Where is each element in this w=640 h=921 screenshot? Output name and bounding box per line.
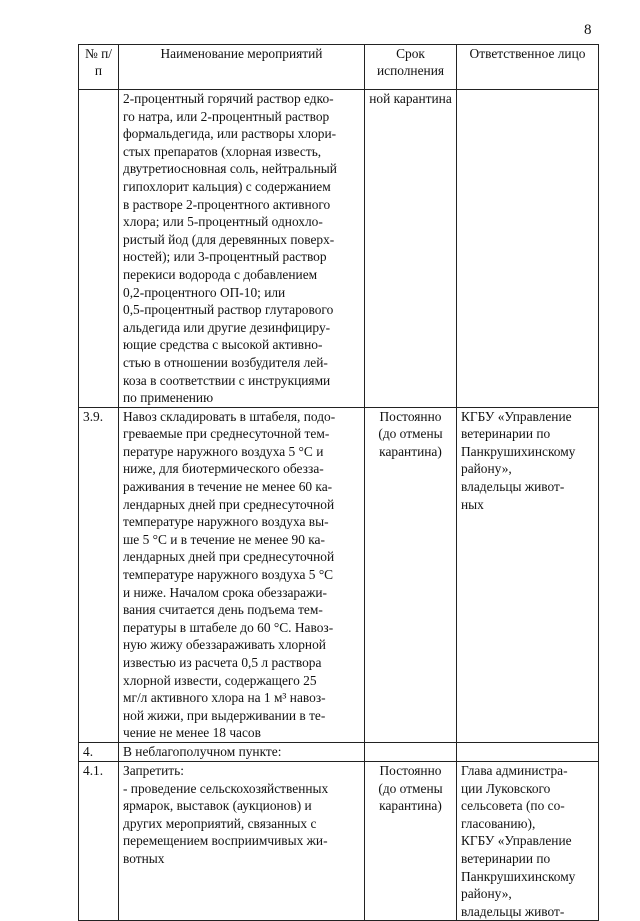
text-line: гласованию), <box>461 815 536 831</box>
text-line: альдегида или другие дезинфициру- <box>123 319 331 335</box>
text-line: владельцы живот- <box>461 903 565 919</box>
text-line: карантина) <box>379 798 442 814</box>
text-line: хлорной извести, содержащего 25 <box>123 672 317 688</box>
measure-term <box>365 407 457 742</box>
text-line: сельсовета (по со- <box>461 798 565 814</box>
text-line: - проведение сельскохозяйственных <box>123 780 329 796</box>
measure-term <box>365 742 457 761</box>
text-line: району», <box>461 886 512 902</box>
text-line: ярмарок, выставок (аукционов) и <box>123 798 312 814</box>
text-line: Навоз складировать в штабеля, подо- <box>123 408 336 424</box>
text-line: мг/л активного хлора на 1 м³ навоз- <box>123 690 326 706</box>
responsible-person <box>457 761 599 920</box>
text-line: температуре наружного воздуха вы- <box>123 514 329 530</box>
text-line: Панкрушихинскому <box>461 868 576 884</box>
text-line: 0,2-процентного ОП-10; или <box>123 284 286 300</box>
text-line: 0,5-процентный раствор глутарового <box>123 302 334 318</box>
page-number: 8 <box>584 22 592 38</box>
responsible-person <box>457 742 599 761</box>
text-line: хлора; или 5-процентный однохло- <box>123 214 323 230</box>
text-line: ниже, для биотермического обезза- <box>123 461 324 477</box>
text-line: гипохлорит кальция) с содержанием <box>123 178 331 194</box>
text-line: ции Луковского <box>461 780 551 796</box>
text-line: лендарных дней при среднесуточной <box>123 549 335 565</box>
text-line: го натра, или 2-процентный раствор <box>123 108 330 124</box>
text-line: раживания в течение не менее 60 ка- <box>123 479 333 495</box>
text-line: ную жижу обеззараживать хлорной <box>123 637 326 653</box>
measure-name <box>119 407 365 742</box>
text-line: ностей); или 3-процентный раствор <box>123 249 327 265</box>
text-line: формальдегида, или растворы хлори- <box>123 126 337 142</box>
measure-name <box>119 761 365 920</box>
text-line: Глава администра- <box>461 762 568 778</box>
text-line: району», <box>461 461 512 477</box>
table-row <box>79 742 599 761</box>
text-line: вания считается день подъема тем- <box>123 602 323 618</box>
text-line: карантина) <box>379 443 442 459</box>
text-line: ной карантина <box>369 91 452 106</box>
text-line: ветеринарии по <box>461 850 551 866</box>
table-row <box>79 90 599 408</box>
text-line: Запретить: <box>123 762 184 778</box>
text-line: (до отмены <box>378 780 443 796</box>
responsible-person <box>457 90 599 408</box>
text-line: ной жижи, при выдерживании в те- <box>123 707 326 723</box>
text-line: пературы в штабеле до 60 °С. Навоз- <box>123 619 334 635</box>
text-line: Постоянно <box>379 408 442 424</box>
text-line: (до отмены <box>378 426 443 442</box>
row-number: 3.9. <box>79 407 119 742</box>
row-number <box>79 90 119 408</box>
text-line: лендарных дней при среднесуточной <box>123 496 335 512</box>
text-line: КГБУ «Управление <box>461 833 572 849</box>
measure-term <box>365 90 457 408</box>
text-line: ющие средства с высокой активно- <box>123 337 323 353</box>
text-line: перемещением восприимчивых жи- <box>123 833 328 849</box>
text-line: Постоянно <box>379 762 442 778</box>
text-line: в растворе 2-процентного активного <box>123 196 331 212</box>
text-line: 2-процентный горячий раствор едко- <box>123 91 334 106</box>
text-line: по применению <box>123 390 214 406</box>
text-line: ветеринарии по <box>461 426 551 442</box>
text-line: ных <box>461 496 484 512</box>
text-line: КГБУ «Управление <box>461 408 572 424</box>
text-line: двутретиосновная соль, нейтральный <box>123 161 337 177</box>
text-line: перекиси водорода с добавлением <box>123 266 318 282</box>
text-line: известью из расчета 0,5 л раствора <box>123 655 322 670</box>
text-line: В неблагополучном пункте: <box>123 743 282 759</box>
header-term: Срок исполнения <box>365 45 457 90</box>
table-row <box>79 407 599 742</box>
table-row <box>79 761 599 920</box>
text-line: владельцы живот- <box>461 479 565 495</box>
text-line: температуре наружного воздуха 5 °С <box>123 567 334 583</box>
text-line: стых препаратов (хлорная известь, <box>123 143 322 159</box>
text-line: греваемые при среднесуточной тем- <box>123 426 330 442</box>
text-line: вотных <box>123 850 165 866</box>
measure-name <box>119 742 365 761</box>
header-name: Наименование мероприятий <box>119 45 365 90</box>
text-line: пературе наружного воздуха 5 °С и <box>123 443 324 459</box>
text-line: чение не менее 18 часов <box>123 725 261 741</box>
measure-name <box>119 90 365 408</box>
header-resp: Ответственное лицо <box>457 45 599 90</box>
text-line: Панкрушихинскому <box>461 443 576 459</box>
row-number: 4. <box>79 742 119 761</box>
measure-term <box>365 761 457 920</box>
header-num: № п/п <box>79 45 119 90</box>
text-line: коза в соответствии с инструкциями <box>123 372 331 388</box>
text-line: стью в отношении возбудителя лей- <box>123 354 328 370</box>
measures-table <box>78 44 599 921</box>
responsible-person <box>457 407 599 742</box>
text-line: ристый йод (для деревянных поверх- <box>123 231 335 247</box>
text-line: ше 5 °С и в течение не менее 90 ка- <box>123 531 325 547</box>
text-line: и ниже. Началом срока обеззаражи- <box>123 584 327 600</box>
row-number: 4.1. <box>79 761 119 920</box>
table-header-row <box>79 45 599 90</box>
text-line: других мероприятий, связанных с <box>123 815 317 831</box>
